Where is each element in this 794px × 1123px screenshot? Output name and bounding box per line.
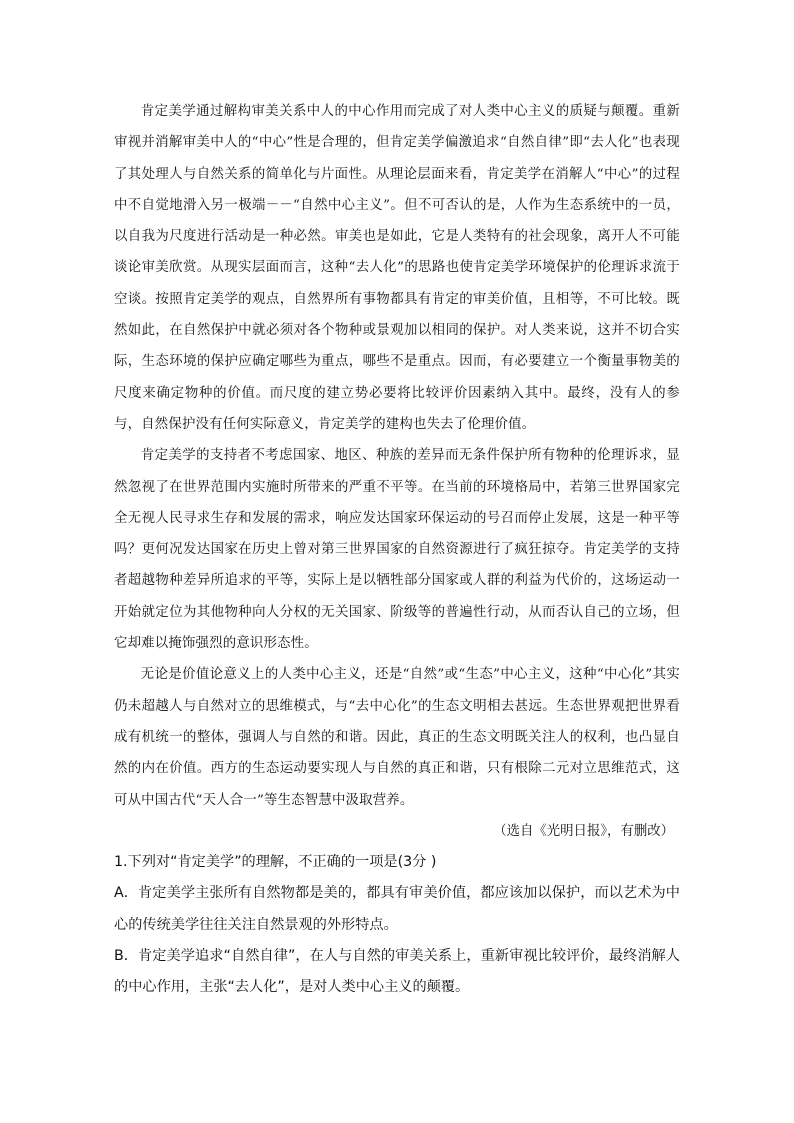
question-option-a: A．肯定美学主张所有自然物都是美的，都具有审美价值，都应该加以保护，而以艺术为中心的传统美学往往关注自然景观的外形特点。 [114,885,680,933]
article-source: （选自《光明日报》，有删改） [493,823,674,839]
article-paragraph-2: 肯定美学的支持者不考虑国家、地区、种族的差异而无条件保护所有物种的伦理诉求，显然忽视了在世界范围内实施时所带来的严重不平等。在当前的环境格局中，若第三世界国家完全无视人民寻求生存和发展的需求，响应发达国家环保运动的号召而停止发展，这是一种平等吗？更何况发达国家在历史上曾对第三世界国家的自然资源进行了疯狂掠夺。肯定美学的支持者超越物种差异所追求的平等，实际上是以牺牲部分国家或人群的利益为代价的，这场运动一开始就定位为其他物种向人分权的无关国家、阶级等的普遍性行动，从而否认自己的立场，但它却难以掩饰强烈的意识形态性。 [114,448,680,652]
article-paragraph-1: 肯定美学通过解构审美关系中人的中心作用而完成了对人类中心主义的质疑与颠覆。重新审视并消解审美中人的“中心”性是合理的，但肯定美学偏激追求“自然自律”即“去人化”也表现了其处理人与自然关系的简单化与片面性。从理论层面来看，肯定美学在消解人“中心”的过程中不自觉地滑入另一极端－－“自然中心主义”。但不可否认的是，人作为生态系统中的一员，以自我为尺度进行活动是一种必然。审美也是如此，它是人类特有的社会现象，离开人不可能谈论审美欣赏。从现实层面而言，这种“去人化”的思路也使肯定美学环境保护的伦理诉求流于空谈。按照肯定美学的观点，自然界所有事物都具有肯定的审美价值，且相等，不可比较。既然如此，在自然保护中就必须对各个物种或景观加以相同的保护。对人类来说，这并不切合实际，生态环境的保护应确定哪些为重点，哪些不是重点。因而，有必要建立一个衡量事物美的尺度来确定物种的价值。而尺度的建立势必要将比较评价因素纳入其中。最终，没有人的参与，自然保护没有任何实际意义，肯定美学的建构也失去了伦理价值。 [114,104,680,432]
question-option-b: B．肯定美学追求“自然自律”，在人与自然的审美关系上，重新审视比较评价，最终消解人的中心作用，主张“去人化”，是对人类中心主义的颠覆。 [114,948,680,996]
question-stem: 1.下列对“肯定美学”的理解，不正确的一项是(3分 ) [114,854,437,871]
document-page [114,96,680,1004]
article-paragraph-3: 无论是价值论意义上的人类中心主义，还是“自然”或“生态”中心主义，这种“中心化”其实仍未超越人与自然对立的思维模式，与“去中心化”的生态文明相去甚远。生态世界观把世界看成有机统一的整体，强调人与自然的和谐。因此，真正的生态文明既关注人的权利，也凸显自然的内在价值。西方的生态运动要实现人与自然的真正和谐，只有根除二元对立思维范式，这可从中国古代“天人合一”等生态智慧中汲取营养。 [114,667,680,808]
